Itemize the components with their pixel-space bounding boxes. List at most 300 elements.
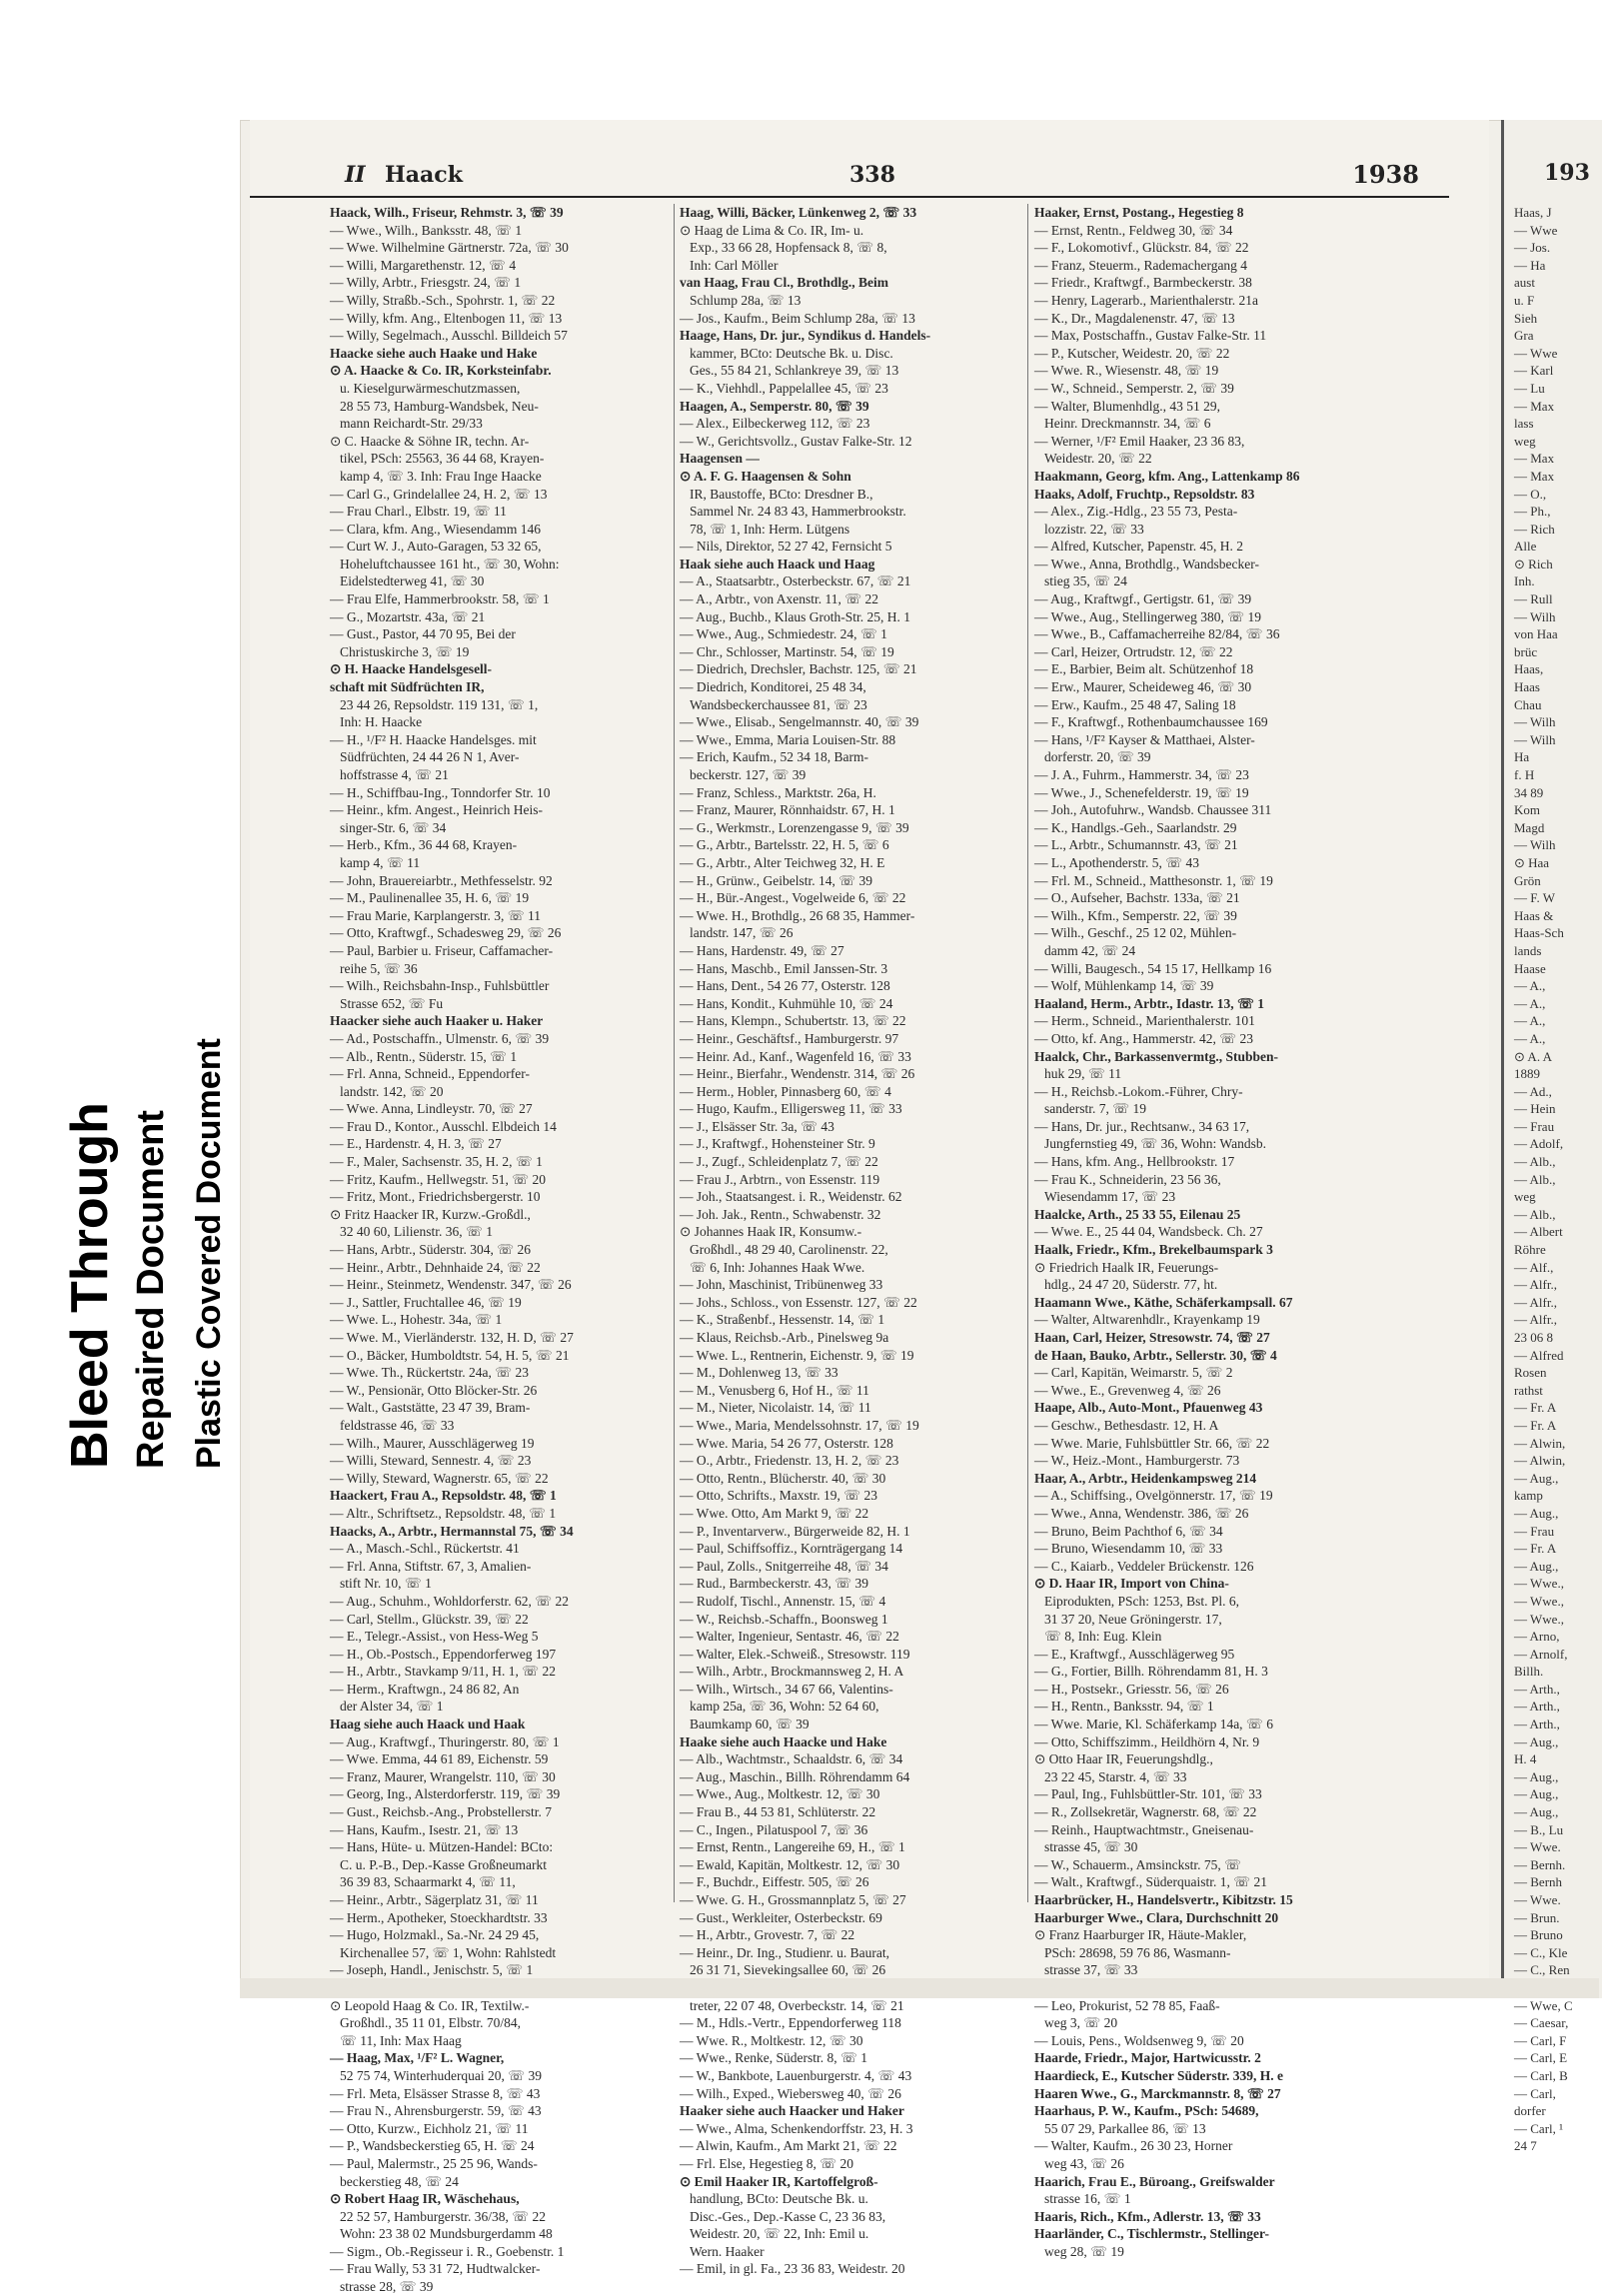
directory-entry: Ges., 55 84 21, Schlankreye 39, ☏ 13	[690, 363, 899, 379]
directory-entry: Haarländer, C., Tischlermstr., Stellinger-	[1034, 2226, 1269, 2242]
adjacent-line: 1889	[1514, 1066, 1540, 1082]
adjacent-line: Billh.	[1514, 1664, 1544, 1680]
directory-entry: — Wwe., Renke, Süderstr. 8, ☏ 1	[680, 2050, 867, 2066]
directory-entry: — A., Masch.-Schl., Rückertstr. 41	[330, 1541, 520, 1557]
directory-entry: — Hans, Hardenstr. 49, ☏ 27	[680, 942, 844, 958]
directory-entry: Haarich, Frau E., Büroang., Greifswalder	[1034, 2173, 1275, 2189]
directory-entry: — Aug., Kraftwgf., Thuringerstr. 80, ☏ 1	[330, 1733, 560, 1749]
directory-entry: sanderstr. 7, ☏ 19	[1044, 1101, 1146, 1117]
adjacent-line: ⊙ Rich	[1514, 556, 1553, 572]
directory-entry: — Frau B., 44 53 81, Schlüterstr. 22	[680, 1804, 876, 1820]
directory-entry: — Otto, Schiffszimm., Heildhörn 4, Nr. 9	[1034, 1733, 1260, 1749]
directory-entry: — Wwe. Anna, Lindleystr. 70, ☏ 27	[330, 1101, 533, 1117]
directory-entry: kamp 25a, ☏ 36, Wohn: 52 64 60,	[690, 1699, 879, 1715]
directory-entry: — Frau Charl., Elbstr. 19, ☏ 11	[330, 504, 507, 520]
directory-entry: — Willy, kfm. Ang., Eltenbogen 11, ☏ 13	[330, 310, 563, 326]
directory-entry: ⊙ Robert Haag IR, Wäschehaus,	[330, 2191, 520, 2207]
directory-entry: — A., Schiffsing., Ovelgönnerstr. 17, ☏ 19	[1034, 1488, 1273, 1504]
directory-entry: — H., Ob.-Postsch., Eppendorferweg 197	[330, 1646, 557, 1662]
directory-entry: mann Reichardt-Str. 29/33	[340, 416, 483, 432]
directory-entry: — Herm., Hobler, Pinnasberg 60, ☏ 4	[680, 1083, 891, 1099]
directory-entry: — Aug., Schuhm., Wohldorferstr. 62, ☏ 22	[330, 1593, 570, 1609]
directory-entry: — Hans, kfm. Ang., Hellbrookstr. 17	[1034, 1154, 1235, 1170]
directory-entry: — Frau Wally, 53 31 72, Hudtwalcker-	[330, 2261, 541, 2277]
adjacent-line: Sieh	[1514, 310, 1538, 326]
directory-entry: 78, ☏ 1, Inh: Herm. Lütgens	[690, 521, 850, 537]
adjacent-line: — Max	[1514, 468, 1555, 484]
directory-entry: Haacker siehe auch Haaker u. Haker	[330, 1013, 544, 1029]
directory-entry: — F., Buchdr., Eiffestr. 505, ☏ 26	[680, 1874, 869, 1890]
directory-entry: Großhdl., 48 29 40, Carolinenstr. 22,	[690, 1242, 888, 1258]
directory-entry: ☏ 6, Inh: Johannes Haak Wwe.	[690, 1259, 865, 1275]
directory-entry: Haaren Wwe., G., Marckmannstr. 8, ☏ 27	[1034, 2085, 1281, 2101]
directory-entry: — Aug., Buchb., Klaus Groth-Str. 25, H. 1	[680, 608, 910, 624]
directory-entry: weg 3, ☏ 20	[1044, 2015, 1118, 2031]
directory-entry: 28 55 73, Hamburg-Wandsbek, Neu-	[340, 398, 539, 414]
directory-entry: — Wilh., Maurer, Ausschlägerweg 19	[330, 1435, 535, 1451]
adjacent-year-fragment: 193	[1544, 160, 1590, 186]
directory-entry: strasse 45, ☏ 30	[1044, 1839, 1138, 1855]
directory-entry: — Fritz, Mont., Friedrichsbergerstr. 10	[330, 1189, 541, 1205]
directory-entry: PSch: 28698, 59 76 86, Wasmann-	[1044, 1944, 1231, 1960]
directory-entry: dorferstr. 20, ☏ 39	[1044, 749, 1151, 765]
directory-entry: — Fritz, Kaufm., Hellwegstr. 51, ☏ 20	[330, 1171, 546, 1187]
adjacent-line: weg	[1514, 433, 1536, 449]
adjacent-line: Ha	[1514, 749, 1530, 765]
directory-entry: beckerstieg 48, ☏ 24	[340, 2173, 459, 2189]
directory-entry: — H., Reichsb.-Lokom.-Führer, Chry-	[1034, 1083, 1243, 1099]
directory-entry: ⊙ Leopold Haag & Co. IR, Textilw.-	[330, 1997, 530, 2013]
directory-entry: Wern. Haaker	[690, 2243, 765, 2259]
adjacent-line: — Alfr.,	[1514, 1294, 1557, 1310]
directory-entry: — Wwe. Marie, Kl. Schäferkamp 14a, ☏ 6	[1034, 1717, 1273, 1732]
directory-entry: — Walter, Ingenieur, Sentastr. 46, ☏ 22	[680, 1629, 899, 1645]
directory-entry: — Joh. Jak., Rentn., Schwabenstr. 32	[680, 1206, 881, 1222]
adjacent-line: — Wwe, C	[1514, 1997, 1573, 2013]
directory-entry: — H., ¹/F² H. Haacke Handelsges. mit	[330, 731, 537, 747]
directory-entry: — Gust., Pastor, 44 70 95, Bei der	[330, 626, 516, 642]
directory-entry: — Frl. M., Schneid., Matthesonstr. 1, ☏ 19	[1034, 872, 1273, 888]
directory-page	[250, 120, 1489, 2295]
directory-entry: — Clara, kfm. Ang., Wiesendamm 146	[330, 521, 542, 537]
directory-entry: — K., Straßenbf., Hessenstr. 14, ☏ 1	[680, 1312, 885, 1328]
directory-entry: Hoheluftchaussee 161 ht., ☏ 30, Wohn:	[340, 556, 560, 572]
directory-entry: — Diedrich, Drechsler, Bachstr. 125, ☏ 21	[680, 661, 917, 677]
directory-entry: — Wilh., Exped., Wiebersweg 40, ☏ 26	[680, 2085, 901, 2101]
directory-entry: — Walt., Gaststätte, 23 47 39, Bram-	[330, 1400, 531, 1416]
adjacent-line: — Aug.,	[1514, 1558, 1559, 1574]
adjacent-line: — Wwe.,	[1514, 1593, 1564, 1609]
adjacent-line: — Wilh	[1514, 714, 1556, 730]
directory-entry: — Otto, Rentn., Blücherstr. 40, ☏ 30	[680, 1470, 886, 1486]
directory-entry: — Paul, Malermstr., 25 25 96, Wands-	[330, 2155, 538, 2171]
directory-entry: — Wilh., Reichsbahn-Insp., Fuhlsbüttler	[330, 978, 550, 994]
directory-entry: Heinr. Dreckmannstr. 34, ☏ 6	[1044, 416, 1211, 432]
directory-entry: — H., Schiffbau-Ing., Tonndorfer Str. 10	[330, 784, 551, 800]
directory-entry: — Wwe., Emma, Maria Louisen-Str. 88	[680, 731, 896, 747]
adjacent-line: — Fr. A	[1514, 1400, 1557, 1416]
directory-entry: — Wwe., J., Schenefelderstr. 19, ☏ 19	[1034, 784, 1249, 800]
directory-entry: — Heinr., kfm. Angest., Heinrich Heis-	[330, 802, 543, 818]
directory-entry: — Wwe., Maria, Mendelssohnstr. 17, ☏ 19	[680, 1417, 919, 1433]
directory-entry: — John, Maschinist, Tribünenweg 33	[680, 1277, 883, 1293]
bleed-through-label: Bleed Through	[61, 1102, 119, 1469]
directory-entry: — Diedrich, Konditorei, 25 48 34,	[680, 679, 866, 695]
directory-entry: 26 31 71, Sievekingsallee 60, ☏ 26	[690, 1962, 886, 1978]
directory-entry: — M., Dohlenweg 13, ☏ 33	[680, 1365, 838, 1381]
directory-entry: reihe 5, ☏ 36	[340, 960, 418, 976]
directory-entry: — W., Heiz.-Mont., Hamburgerstr. 73	[1034, 1453, 1240, 1469]
directory-entry: Haape, Alb., Auto-Mont., Pfauenweg 43	[1034, 1400, 1263, 1416]
adjacent-line: — Wwe.,	[1514, 1576, 1564, 1592]
directory-entry: — O., Aufseher, Bachstr. 133a, ☏ 21	[1034, 890, 1240, 906]
directory-entry: Schlump 28a, ☏ 13	[690, 292, 801, 308]
directory-entry: — Alb., Wachtmstr., Schaaldstr. 6, ☏ 34	[680, 1751, 903, 1767]
directory-entry: Haarbrücker, H., Handelsvertr., Kibitzstr. 15	[1034, 1892, 1293, 1907]
directory-entry: — Carl, Heizer, Ortrudstr. 12, ☏ 22	[1034, 643, 1233, 659]
adjacent-line: Alle	[1514, 539, 1537, 555]
adjacent-line: — Bernh	[1514, 1874, 1563, 1890]
directory-entry: — P., Inventarverw., Bürgerweide 82, H. 1	[680, 1523, 910, 1539]
directory-entry: — Wwe. Otto, Am Markt 9, ☏ 22	[680, 1505, 869, 1521]
directory-entry: — M., Hdls.-Vertr., Eppendorferweg 118	[680, 2015, 901, 2031]
directory-entry: — E., Telegr.-Assist., von Hess-Weg 5	[330, 1629, 539, 1645]
directory-entry: — Ewald, Kapitän, Moltkestr. 12, ☏ 30	[680, 1856, 900, 1872]
directory-entry: tikel, PSch: 25563, 36 44 68, Krayen-	[340, 451, 545, 467]
directory-entry: — O., Arbtr., Friedenstr. 13, H. 2, ☏ 23	[680, 1453, 899, 1469]
directory-entry: — Wwe. R., Moltkestr. 12, ☏ 30	[680, 2032, 863, 2048]
page-header	[250, 156, 1449, 198]
year-label: 1938	[1352, 160, 1419, 189]
directory-entry: — G., Mozartstr. 43a, ☏ 21	[330, 608, 486, 624]
directory-entry: — J., Sattler, Fruchtallee 46, ☏ 19	[330, 1294, 522, 1310]
directory-entry: van Haag, Frau Cl., Brothdlg., Beim	[680, 275, 889, 291]
directory-entry: — Haag, Max, ¹/F² L. Wagner,	[330, 2050, 505, 2066]
directory-entry: — Paul, Ing., Fuhlsbüttler-Str. 101, ☏ 33	[1034, 1786, 1262, 1802]
directory-entry: schaft mit Südfrüchten IR,	[330, 679, 485, 695]
directory-entry: Haacks, A., Arbtr., Hermannstal 75, ☏ 34	[330, 1523, 574, 1539]
directory-entry: — Willi, Steward, Sennestr. 4, ☏ 23	[330, 1453, 532, 1469]
directory-entry: Christuskirche 3, ☏ 19	[340, 643, 470, 659]
directory-entry: — Aug., Maschin., Billh. Röhrendamm 64	[680, 1768, 910, 1784]
directory-entry: — Wwe., Anna, Brothdlg., Wandsbecker-	[1034, 556, 1259, 572]
adjacent-line: Haas-Sch	[1514, 925, 1564, 941]
adjacent-line: Röhre	[1514, 1242, 1546, 1258]
directory-entry: — Wilh., Arbtr., Brockmannsweg 2, H. A	[680, 1664, 904, 1680]
directory-entry: beckerstr. 127, ☏ 39	[690, 767, 806, 782]
directory-entry: — L., Arbtr., Schumannstr. 43, ☏ 21	[1034, 837, 1238, 853]
adjacent-line: — Albert	[1514, 1224, 1563, 1240]
directory-entry: — Paul, Zolls., Snitgerreihe 48, ☏ 34	[680, 1558, 888, 1574]
directory-entry: — F., Kraftwgf., Rothenbaumchaussee 169	[1034, 714, 1268, 730]
directory-entry: 31 37 20, Neue Gröningerstr. 17,	[1044, 1611, 1222, 1627]
directory-entry: ⊙ Fritz Haacker IR, Kurzw.-Großdl.,	[330, 1206, 531, 1222]
directory-entry: — Hans, Maschb., Emil Janssen-Str. 3	[680, 960, 888, 976]
directory-entry: — Bruno, Wiesendamm 10, ☏ 33	[1034, 1541, 1223, 1557]
directory-entry: — Franz, Steuerm., Rademachergang 4	[1034, 257, 1248, 273]
adjacent-line: — Wwe	[1514, 345, 1558, 361]
directory-entry: Südfrüchten, 24 44 26 N 1, Aver-	[340, 749, 520, 765]
directory-entry: — W., Bankbote, Lauenburgerstr. 4, ☏ 43	[680, 2067, 912, 2083]
adjacent-line: — Adolf,	[1514, 1136, 1564, 1152]
directory-entry: — P., Kutscher, Weidestr. 20, ☏ 22	[1034, 345, 1230, 361]
directory-entry: ⊙ Emil Haaker IR, Kartoffelgroß-	[680, 2173, 878, 2189]
directory-entry: — H., Grünw., Geibelstr. 14, ☏ 39	[680, 872, 872, 888]
directory-entry: — Geschw., Bethesdastr. 12, H. A	[1034, 1417, 1219, 1433]
directory-entry: — Gust., Reichsb.-Ang., Probstellerstr. 7	[330, 1804, 552, 1820]
directory-entry: — Wwe., E., Grevenweg 4, ☏ 26	[1034, 1382, 1221, 1398]
directory-entry: Haarhaus, P. W., Kaufm., PSch: 54689,	[1034, 2103, 1259, 2119]
directory-entry: — Johs., Schloss., von Essenstr. 127, ☏ 22	[680, 1294, 917, 1310]
adjacent-line: — Max	[1514, 451, 1555, 467]
directory-entry: landstr. 147, ☏ 26	[690, 925, 794, 941]
directory-entry: — Hugo, Holzmakl., Sa.-Nr. 24 29 45,	[330, 1927, 540, 1943]
adjacent-line: Rosen	[1514, 1365, 1547, 1381]
directory-entry: — Hans, Klempn., Schubertstr. 13, ☏ 22	[680, 1013, 906, 1029]
directory-entry: — E., Barbier, Beim alt. Schützenhof 18	[1034, 661, 1254, 677]
directory-entry: — John, Brauereiarbtr., Methfesselstr. 92	[330, 872, 553, 888]
adjacent-line: — Carl,	[1514, 2085, 1556, 2101]
directory-entry: kamp 4, ☏ 3. Inh: Frau Inge Haacke	[340, 468, 542, 484]
directory-entry: 32 40 60, Lilienstr. 36, ☏ 1	[340, 1224, 494, 1240]
adjacent-line: 24 7	[1514, 2138, 1537, 2154]
directory-entry: ⊙ Otto Haar IR, Feuerungshdlg.,	[1034, 1751, 1213, 1767]
directory-entry: — Heinr., Arbtr., Dehnhaide 24, ☏ 22	[330, 1259, 541, 1275]
directory-entry: — Willy, Steward, Wagnerstr. 65, ☏ 22	[330, 1470, 549, 1486]
directory-entry: Haan, Carl, Heizer, Stresowstr. 74, ☏ 27	[1034, 1330, 1270, 1345]
directory-entry: — W., Schneid., Semperstr. 2, ☏ 39	[1034, 380, 1234, 396]
directory-entry: ⊙ H. Haacke Handelsgesell-	[330, 661, 493, 677]
directory-entry: — Frl. Else, Hegestieg 8, ☏ 20	[680, 2155, 853, 2171]
directory-entry: — W., Schauerm., Amsinckstr. 75, ☏	[1034, 1856, 1242, 1872]
directory-entry: kammer, BCto: Deutsche Bk. u. Disc.	[690, 345, 893, 361]
adjacent-line: — Wilh	[1514, 731, 1556, 747]
adjacent-line: — Jos.	[1514, 240, 1551, 256]
adjacent-line: 23 06 8	[1514, 1330, 1553, 1345]
directory-entry: — Herm., Apotheker, Stoeckhardtstr. 33	[330, 1909, 548, 1925]
directory-entry: Sammel Nr. 24 83 43, Hammerbrookstr.	[690, 504, 906, 520]
adjacent-line: — Alf.,	[1514, 1259, 1554, 1275]
directory-entry: — Erich, Kaufm., 52 34 18, Barm-	[680, 749, 868, 765]
directory-entry: — Otto, Schrifts., Maxstr. 19, ☏ 23	[680, 1488, 878, 1504]
directory-entry: — Walt., Kraftwgf., Süderquaistr. 1, ☏ 21	[1034, 1874, 1268, 1890]
adjacent-line: — Wilh	[1514, 837, 1556, 853]
adjacent-line: — Aug.,	[1514, 1470, 1559, 1486]
directory-entry: — Otto, Kraftwgf., Schadesweg 29, ☏ 26	[330, 925, 562, 941]
directory-entry: — Walter, Altwarenhdlr., Krayenkamp 19	[1034, 1312, 1260, 1328]
side-annotation	[60, 420, 260, 1469]
adjacent-line: — Fr. A	[1514, 1417, 1557, 1433]
directory-column-2	[680, 204, 1019, 2277]
directory-entry: landstr. 142, ☏ 20	[340, 1083, 444, 1099]
directory-entry: — Henry, Lagerarb., Marienthalerstr. 21a	[1034, 292, 1259, 308]
directory-entry: — Wwe. Th., Rückertstr. 24a, ☏ 23	[330, 1365, 529, 1381]
directory-entry: — Frau Elfe, Hammerbrookstr. 58, ☏ 1	[330, 591, 550, 607]
adjacent-line: — F. W	[1514, 890, 1555, 906]
directory-entry: Haaker siehe auch Haacker und Haker	[680, 2103, 904, 2119]
directory-entry: — Joseph, Handl., Jenischstr. 5, ☏ 1	[330, 1962, 534, 1978]
directory-entry: Jungfernstieg 49, ☏ 36, Wohn: Wandsb.	[1044, 1136, 1266, 1152]
scanned-directory-page	[240, 120, 1599, 2295]
adjacent-line: Gra	[1514, 328, 1534, 344]
directory-entry: Großhdl., 35 11 01, Elbstr. 70/84,	[340, 2015, 521, 2031]
directory-entry: — H., Bür.-Angest., Vogelweide 6, ☏ 22	[680, 890, 906, 906]
directory-entry: — Rudolf, Tischl., Annenstr. 15, ☏ 4	[680, 1593, 886, 1609]
directory-entry: — Hans, Hüte- u. Mützen-Handel: BCto:	[330, 1839, 554, 1855]
adjacent-line: — Frau	[1514, 1523, 1555, 1539]
directory-entry: 52 75 74, Winterhuderquai 20, ☏ 39	[340, 2067, 543, 2083]
directory-entry: — Aug., Kraftwgf., Gertigstr. 61, ☏ 39	[1034, 591, 1252, 607]
directory-entry: — Ernst, Rentn., Langereihe 69, H., ☏ 1	[680, 1839, 905, 1855]
directory-entry: — Alex., Zig.-Hdlg., 23 55 73, Pesta-	[1034, 504, 1238, 520]
adjacent-line: rathst	[1514, 1382, 1543, 1398]
directory-entry: Inh: Carl Möller	[690, 257, 779, 273]
adjacent-line: H. 4	[1514, 1751, 1537, 1767]
adjacent-line: — Aug.,	[1514, 1786, 1559, 1802]
directory-entry: hoffstrasse 4, ☏ 21	[340, 767, 449, 782]
adjacent-line: Haas,	[1514, 661, 1544, 677]
section-numeral: II	[345, 162, 366, 188]
directory-entry: — Wwe. Maria, 54 26 77, Osterstr. 128	[680, 1435, 893, 1451]
directory-entry: — Hans, Dent., 54 26 77, Osterstr. 128	[680, 978, 890, 994]
repaired-document-label: Repaired Document	[130, 1110, 172, 1469]
directory-entry: 23 44 26, Repsoldstr. 119 131, ☏ 1,	[340, 696, 539, 712]
directory-entry: — Frau N., Ahrensburgerstr. 59, ☏ 43	[330, 2103, 542, 2119]
directory-entry: — Erw., Kaufm., 25 48 47, Saling 18	[1034, 696, 1236, 712]
directory-entry: weg 28, ☏ 19	[1044, 2243, 1124, 2259]
adjacent-line: Chau	[1514, 696, 1542, 712]
directory-entry: Haage, Hans, Dr. jur., Syndikus d. Handels-	[680, 328, 931, 344]
directory-entry: — Willi, Margarethenstr. 12, ☏ 4	[330, 257, 517, 273]
adjacent-line: — Wwe.	[1514, 1892, 1561, 1907]
directory-entry: ⊙ Johannes Haak IR, Konsumw.-	[680, 1224, 862, 1240]
directory-entry: — Franz, Schless., Marktstr. 26a, H.	[680, 784, 876, 800]
adjacent-line: — Alwin,	[1514, 1453, 1566, 1469]
directory-entry: — Wwe., Elisab., Sengelmannstr. 40, ☏ 39	[680, 714, 919, 730]
directory-entry: — Frl. Meta, Elsässer Strasse 8, ☏ 43	[330, 2085, 541, 2101]
directory-entry: — Wwe. Marie, Fuhlsbüttler Str. 66, ☏ 22	[1034, 1435, 1270, 1451]
directory-entry: Haaris, Rich., Kfm., Adlerstr. 13, ☏ 33	[1034, 2208, 1261, 2224]
adjacent-line: — Carl, ¹	[1514, 2120, 1564, 2136]
directory-entry: damm 42, ☏ 24	[1044, 942, 1136, 958]
directory-entry: — Wwe. L., Hohestr. 34a, ☏ 1	[330, 1312, 503, 1328]
directory-entry: 23 22 45, Starstr. 4, ☏ 33	[1044, 1768, 1187, 1784]
directory-entry: — Wwe. Wilhelmine Gärtnerstr. 72a, ☏ 30	[330, 240, 569, 256]
adjacent-line: — C., Ren	[1514, 1962, 1570, 1978]
directory-entry: weg 43, ☏ 26	[1044, 2155, 1124, 2171]
adjacent-line: Haas, J	[1514, 205, 1552, 220]
directory-entry: Haaks, Adolf, Fruchtp., Repsoldstr. 83	[1034, 486, 1255, 502]
directory-entry: IR, Baustoffe, BCto: Dresdner B.,	[690, 486, 873, 502]
directory-entry: — Friedr., Kraftwgf., Barmbeckerstr. 38	[1034, 275, 1252, 291]
directory-entry: — A., Arbtr., von Axenstr. 11, ☏ 22	[680, 591, 879, 607]
adjacent-line: — Max	[1514, 398, 1555, 414]
adjacent-line: — Alfr.,	[1514, 1312, 1557, 1328]
directory-entry: lozzistr. 22, ☏ 33	[1044, 521, 1144, 537]
adjacent-line: — Arth.,	[1514, 1717, 1560, 1732]
adjacent-line: — Aug.,	[1514, 1804, 1559, 1820]
directory-entry: — E., Hardenstr. 4, H. 3, ☏ 27	[330, 1136, 502, 1152]
directory-entry: ⊙ C. Haacke & Söhne IR, techn. Ar-	[330, 433, 530, 449]
directory-entry: — Herm., Kraftwgn., 24 86 82, An	[330, 1681, 520, 1697]
directory-entry: Eiprodukten, PSch: 1253, Bst. Pl. 6,	[1044, 1593, 1240, 1609]
adjacent-line: — Alb.,	[1514, 1171, 1556, 1187]
directory-entry: — Wilh., Kfm., Semperstr. 22, ☏ 39	[1034, 907, 1237, 923]
adjacent-line: — Carl, B	[1514, 2067, 1568, 2083]
directory-entry: — Chr., Schlosser, Martinstr. 54, ☏ 19	[680, 643, 894, 659]
directory-entry: ⊙ D. Haar IR, Import von China-	[1034, 1576, 1229, 1592]
directory-entry: — Nils, Direktor, 52 27 42, Fernsicht 5	[680, 539, 892, 555]
directory-entry: — Klaus, Reichsb.-Arb., Pinelsweg 9a	[680, 1330, 889, 1345]
directory-entry: Haag siehe auch Haack und Haak	[330, 1717, 526, 1732]
adjacent-line: — A.,	[1514, 1013, 1546, 1029]
directory-entry: Haamann Wwe., Käthe, Schäferkampsall. 67	[1034, 1294, 1293, 1310]
directory-entry: de Haan, Bauko, Arbtr., Sellerstr. 30, ☏ 4	[1034, 1347, 1277, 1363]
directory-entry: — Hans, Arbtr., Süderstr. 304, ☏ 26	[330, 1242, 532, 1258]
directory-entry: Weidestr. 20, ☏ 22, Inh: Emil u.	[690, 2226, 869, 2242]
adjacent-line: Haas	[1514, 679, 1540, 695]
directory-entry: Exp., 33 66 28, Hopfensack 8, ☏ 8,	[690, 240, 887, 256]
adjacent-line: — A.,	[1514, 995, 1546, 1011]
directory-entry: — Frl. Anna, Schneid., Eppendorfer-	[330, 1066, 530, 1082]
adjacent-line: — A.,	[1514, 1030, 1546, 1046]
directory-entry: — J., Zugf., Schleidenplatz 7, ☏ 22	[680, 1154, 878, 1170]
directory-entry: — Alex., Eilbeckerweg 112, ☏ 23	[680, 416, 870, 432]
directory-entry: — Sigm., Ob.-Regisseur i. R., Goebenstr. 1	[330, 2243, 565, 2259]
directory-entry: ☏ 8, Inh: Eug. Klein	[1044, 1629, 1162, 1645]
directory-column-1	[330, 204, 670, 2295]
directory-entry: handlung, BCto: Deutsche Bk. u.	[690, 2191, 868, 2207]
directory-entry: — H., Rentn., Banksstr. 94, ☏ 1	[1034, 1699, 1214, 1715]
directory-entry: — Ernst, Rentn., Feldweg 30, ☏ 34	[1034, 222, 1233, 238]
directory-entry: — Wwe. Emma, 44 61 89, Eichenstr. 59	[330, 1751, 549, 1767]
adjacent-line: — B., Lu	[1514, 1821, 1564, 1837]
directory-entry: — H., Arbtr., Stavkamp 9/11, H. 1, ☏ 22	[330, 1664, 556, 1680]
directory-entry: — F., Maler, Sachsenstr. 35, H. 2, ☏ 1	[330, 1154, 543, 1170]
directory-entry: — F., Lokomotivf., Glückstr. 84, ☏ 22	[1034, 240, 1249, 256]
adjacent-line: — Alb.,	[1514, 1206, 1556, 1222]
directory-entry: Haake siehe auch Haacke und Hake	[680, 1733, 887, 1749]
directory-entry: Wandsbeckerchaussee 81, ☏ 23	[690, 696, 867, 712]
adjacent-line: — O.,	[1514, 486, 1547, 502]
adjacent-line: ⊙ Haa	[1514, 854, 1550, 870]
adjacent-line: lands	[1514, 942, 1542, 958]
directory-entry: — Emil, in gl. Fa., 23 36 83, Weidestr. 20	[680, 2261, 905, 2277]
directory-entry: — Herm., Schneid., Marienthalerstr. 101	[1034, 1013, 1255, 1029]
directory-entry: — Otto, Kurzw., Eichholz 21, ☏ 11	[330, 2120, 529, 2136]
directory-entry: hdlg., 24 47 20, Süderstr. 77, ht.	[1044, 1277, 1218, 1293]
adjacent-line: — Bruno	[1514, 1927, 1563, 1943]
directory-entry: Haag, Willi, Bäcker, Lünkenweg 2, ☏ 33	[680, 205, 917, 220]
directory-entry: — Franz, Maurer, Wrangelstr. 110, ☏ 30	[330, 1768, 556, 1784]
directory-entry: ⊙ A. F. G. Haagensen & Sohn	[680, 468, 851, 484]
directory-entry: kamp 4, ☏ 11	[340, 854, 421, 870]
adjacent-page-lines	[1514, 204, 1602, 2155]
directory-entry: — Wwe., Aug., Stellingerweg 380, ☏ 19	[1034, 608, 1261, 624]
directory-entry: — Wwe. M., Vierländerstr. 132, H. D, ☏ 27	[330, 1330, 574, 1345]
directory-entry: Inh: H. Haacke	[340, 714, 423, 730]
adjacent-line: lass	[1514, 416, 1534, 432]
adjacent-line: — Arnolf,	[1514, 1646, 1568, 1662]
adjacent-line: — Ph.,	[1514, 504, 1551, 520]
adjacent-line: — Carl, E	[1514, 2050, 1568, 2066]
directory-entry: — Wwe. G. H., Grossmannplatz 5, ☏ 27	[680, 1892, 906, 1907]
adjacent-line: — Rull	[1514, 591, 1553, 607]
adjacent-line: u. F	[1514, 292, 1535, 308]
directory-entry: — Joh., Autofuhrw., Wandsb. Chaussee 311	[1034, 802, 1272, 818]
directory-entry: — Rud., Barmbeckerstr. 43, ☏ 39	[680, 1576, 868, 1592]
directory-entry: — Louis, Pens., Woldsenweg 9, ☏ 20	[1034, 2032, 1244, 2048]
